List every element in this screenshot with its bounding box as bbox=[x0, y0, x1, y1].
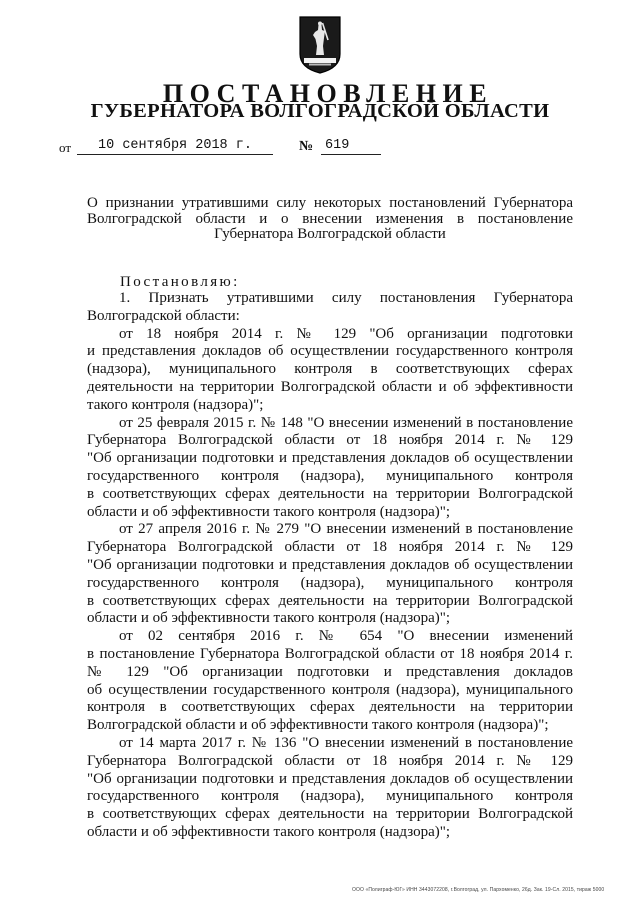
paragraph-line: 1. Признать утратившими силу постановления Губернатора bbox=[119, 290, 573, 306]
document-number: 619 bbox=[321, 138, 381, 155]
issuer-title: ГУБЕРНАТОРА ВОЛГОГРАДСКОЙ ОБЛАСТИ bbox=[90, 100, 550, 122]
volgograd-coat-of-arms-icon bbox=[299, 16, 341, 74]
paragraph-line: деятельности на территории Волгоградской области и об эффективности bbox=[87, 378, 573, 395]
subject-line: Волгоградской области и о внесении изменения в постановление bbox=[87, 210, 573, 227]
paragraph-line: в соответствующих сферах деятельности на территории Волгоградской bbox=[87, 806, 573, 823]
subject-line: Губернатора Волгоградской области bbox=[214, 226, 446, 242]
paragraph-line: "Об организации подготовки и представления докладов об осуществлении bbox=[87, 556, 573, 573]
paragraph-line: области и об эффективности такого контроля (надзора)"; bbox=[87, 610, 451, 627]
paragraph-line: № 129 "Об организации подготовки и представления докладов bbox=[87, 663, 573, 680]
paragraph-line: "Об организации подготовки и представления докладов об осуществлении bbox=[87, 450, 573, 467]
paragraph-line: Губернатора Волгоградской области от 18 ноября 2014 г. № 129 bbox=[87, 539, 573, 556]
document-subject bbox=[87, 196, 573, 243]
paragraph-line: такого контроля (надзора)"; bbox=[87, 396, 264, 413]
paragraph-line: контроля в соответствующих сферах деятельности на территории bbox=[87, 699, 573, 716]
paragraph-line: области и об эффективности такого контроля (надзора)"; bbox=[87, 503, 451, 520]
paragraph-line: "Об организации подготовки и представления докладов об осуществлении bbox=[87, 770, 573, 787]
paragraph-line: Волгоградской области: bbox=[87, 307, 240, 324]
number-sign-label: № bbox=[299, 139, 314, 154]
paragraph-line: от 14 марта 2017 г. № 136 "О внесении изменений в постановление bbox=[119, 734, 573, 751]
paragraph-line: от 25 февраля 2015 г. № 148 "О внесении изменений в постановление bbox=[119, 414, 573, 431]
paragraph-line: государственного контроля (надзора), муниципального контроля bbox=[87, 574, 573, 591]
paragraph-line: от 18 ноября 2014 г. № 129 "Об организации подготовки bbox=[119, 325, 573, 342]
paragraph-line: в соответствующих сферах деятельности на территории Волгоградской bbox=[87, 485, 573, 502]
document-type-title: ПОСТАНОВЛЕНИЕ bbox=[162, 79, 494, 108]
paragraph-line: (надзора), муниципального контроля в соответствующих сферах bbox=[87, 361, 573, 378]
paragraph-line: в постановление Губернатора Волгоградской области от 18 ноября 2014 г. bbox=[87, 645, 573, 662]
paragraph-line: от 27 апреля 2016 г. № 279 "О внесении изменений в постановление bbox=[119, 521, 573, 538]
resolve-word: Постановляю: bbox=[120, 274, 240, 290]
paragraph-line: и представления докладов об осуществлении государственного контроля bbox=[87, 343, 573, 360]
paragraph-line: в соответствующих сферах деятельности на территории Волгоградской bbox=[87, 592, 573, 609]
subject-line: О признании утратившими силу некоторых постановлений Губернатора bbox=[87, 195, 573, 211]
document-body bbox=[87, 290, 573, 842]
date-from-label: от bbox=[59, 140, 72, 155]
printer-imprint: ООО «Полиграф-ЮГ» ИНН 3443072208, г.Волгоград, ул. Пархоменко, 26д. Зак. 19-Сл. 2015, тираж 5000 bbox=[352, 887, 605, 893]
paragraph-line: государственного контроля (надзора), муниципального контроля bbox=[87, 788, 573, 805]
paragraph-line: об осуществлении государственного контроля (надзора), муниципального bbox=[87, 681, 573, 698]
paragraph-line: государственного контроля (надзора), муниципального контроля bbox=[87, 467, 573, 484]
paragraph-line: Губернатора Волгоградской области от 18 ноября 2014 г. № 129 bbox=[87, 432, 573, 449]
paragraph-line: области и об эффективности такого контроля (надзора)"; bbox=[87, 823, 451, 840]
document-date: 10 сентября 2018 г. bbox=[77, 138, 273, 155]
paragraph-line: Губернатора Волгоградской области от 18 ноября 2014 г. № 129 bbox=[87, 752, 573, 769]
paragraph-line: Волгоградской области и об эффективности такого контроля (надзора)"; bbox=[87, 717, 549, 734]
paragraph-line: от 02 сентября 2016 г. № 654 "О внесении изменений bbox=[119, 628, 573, 645]
